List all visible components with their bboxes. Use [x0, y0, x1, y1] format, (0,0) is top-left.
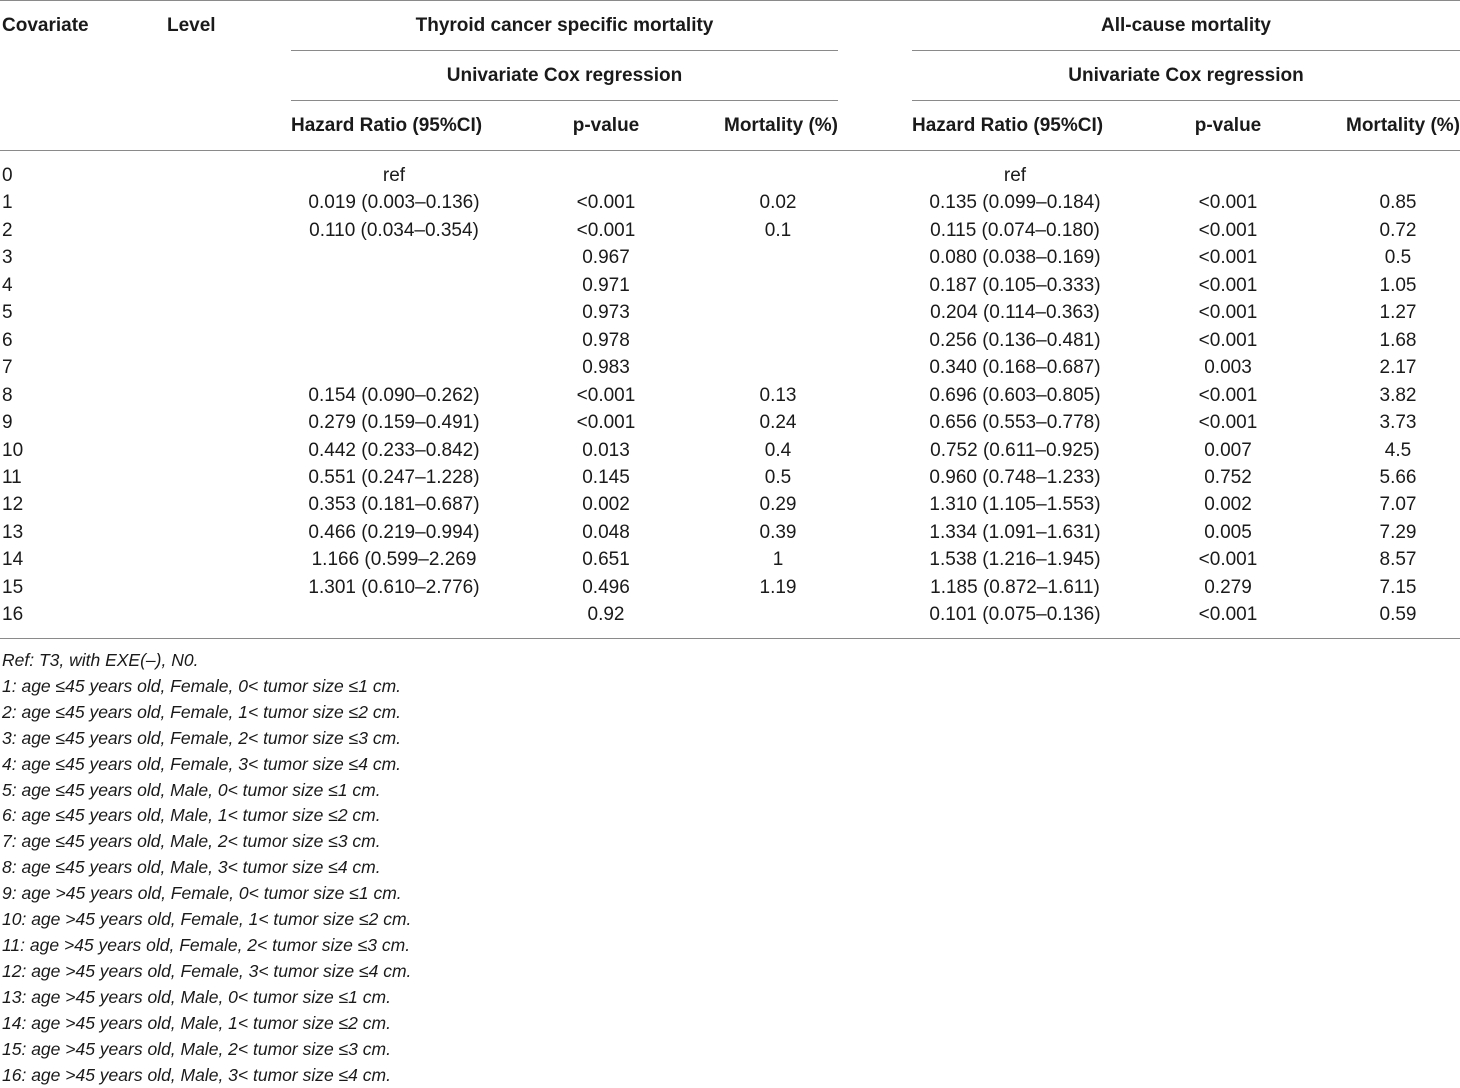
table-cell-cov: 3 [2, 247, 62, 269]
table-cell-hr2: 0.752 (0.611–0.925) [915, 440, 1115, 462]
footnote-line: 16: age >45 years old, Male, 3< tumor size ≤4 cm. [2, 1063, 411, 1088]
table-cell-p2: <0.001 [1168, 330, 1288, 352]
table-cell-p2: <0.001 [1168, 549, 1288, 571]
table-cell-hr2: ref [915, 165, 1115, 187]
table-cell-hr1: 1.301 (0.610–2.776) [294, 577, 494, 599]
col-header-mortality-1: Mortality (%) [680, 115, 838, 137]
table-cell-p1: 0.002 [546, 494, 666, 516]
table-cell-m1: 0.24 [718, 412, 838, 434]
group2-sub-rule [912, 100, 1460, 101]
table-cell-cov: 5 [2, 302, 62, 324]
table-cell-m1: 0.39 [718, 522, 838, 544]
table-cell-hr2: 1.310 (1.105–1.553) [915, 494, 1115, 516]
table-cell-p2: <0.001 [1168, 412, 1288, 434]
table-cell-p2: <0.001 [1168, 275, 1288, 297]
table-cell-p1: 0.973 [546, 302, 666, 324]
table-cell-hr1: 0.353 (0.181–0.687) [294, 494, 494, 516]
table-cell-m1: 0.1 [718, 220, 838, 242]
table-cell-m2: 7.15 [1338, 577, 1458, 599]
table-cell-hr2: 1.334 (1.091–1.631) [915, 522, 1115, 544]
table-cell-cov: 10 [2, 440, 62, 462]
table-cell-m1: 0.29 [718, 494, 838, 516]
group1-title: Thyroid cancer specific mortality [291, 15, 838, 37]
table-cell-p2: <0.001 [1168, 192, 1288, 214]
table-cell-cov: 0 [2, 165, 62, 187]
table-cell-p2: <0.001 [1168, 220, 1288, 242]
footnote-line: Ref: T3, with EXE(–), N0. [2, 648, 411, 674]
footnote-line: 1: age ≤45 years old, Female, 0< tumor size ≤1 cm. [2, 674, 411, 700]
table-cell-p1: <0.001 [546, 220, 666, 242]
table-cell-p1: 0.651 [546, 549, 666, 571]
table-cell-p1: 0.013 [546, 440, 666, 462]
table-cell-p1: 0.048 [546, 522, 666, 544]
col-header-hr-1: Hazard Ratio (95%CI) [291, 115, 482, 137]
table-cell-cov: 14 [2, 549, 62, 571]
table-cell-hr2: 0.340 (0.168–0.687) [915, 357, 1115, 379]
table-cell-m2: 1.68 [1338, 330, 1458, 352]
group2-title: All-cause mortality [912, 15, 1460, 37]
table-cell-cov: 9 [2, 412, 62, 434]
table-cell-m1: 1 [718, 549, 838, 571]
table-cell-m1: 0.5 [718, 467, 838, 489]
table-cell-cov: 7 [2, 357, 62, 379]
group1-title-rule [291, 50, 838, 51]
table-cell-hr2: 0.101 (0.075–0.136) [915, 604, 1115, 626]
table-cell-p1: 0.983 [546, 357, 666, 379]
footnote-line: 15: age >45 years old, Male, 2< tumor size ≤3 cm. [2, 1037, 411, 1063]
table-cell-m2: 7.07 [1338, 494, 1458, 516]
table-cell-hr1: 1.166 (0.599–2.269 [294, 549, 494, 571]
table-cell-m2: 1.27 [1338, 302, 1458, 324]
table-cell-p2: 0.003 [1168, 357, 1288, 379]
footnote-line: 9: age >45 years old, Female, 0< tumor size ≤1 cm. [2, 881, 411, 907]
table-cell-p1: <0.001 [546, 385, 666, 407]
header-covariate: Covariate [2, 15, 89, 37]
col-header-p-1: p-value [546, 115, 666, 137]
table-cell-cov: 4 [2, 275, 62, 297]
table-cell-hr2: 0.204 (0.114–0.363) [915, 302, 1115, 324]
table-cell-cov: 15 [2, 577, 62, 599]
table-cell-m2: 0.5 [1338, 247, 1458, 269]
table-cell-m1: 0.02 [718, 192, 838, 214]
footnote-line: 13: age >45 years old, Male, 0< tumor size ≤1 cm. [2, 985, 411, 1011]
table-cell-m2: 7.29 [1338, 522, 1458, 544]
footnote-line: 14: age >45 years old, Male, 1< tumor size ≤2 cm. [2, 1011, 411, 1037]
table-cell-hr1: 0.019 (0.003–0.136) [294, 192, 494, 214]
table-cell-p1: <0.001 [546, 412, 666, 434]
table-cell-hr2: 0.656 (0.553–0.778) [915, 412, 1115, 434]
table-cell-hr2: 0.696 (0.603–0.805) [915, 385, 1115, 407]
group1-sub-rule [291, 100, 838, 101]
footnote-line: 10: age >45 years old, Female, 1< tumor size ≤2 cm. [2, 907, 411, 933]
table-cell-cov: 16 [2, 604, 62, 626]
table-cell-hr1: 0.279 (0.159–0.491) [294, 412, 494, 434]
table-cell-p1: 0.967 [546, 247, 666, 269]
table-cell-p2: <0.001 [1168, 385, 1288, 407]
table-cell-p2: 0.005 [1168, 522, 1288, 544]
table-cell-p1: 0.978 [546, 330, 666, 352]
table-cell-hr2: 0.080 (0.038–0.169) [915, 247, 1115, 269]
footnote-line: 11: age >45 years old, Female, 2< tumor size ≤3 cm. [2, 933, 411, 959]
table-cell-p2: 0.002 [1168, 494, 1288, 516]
table-cell-hr2: 0.256 (0.136–0.481) [915, 330, 1115, 352]
header-bottom-rule [0, 150, 1460, 151]
group1-subtitle: Univariate Cox regression [291, 65, 838, 87]
table-cell-m2: 8.57 [1338, 549, 1458, 571]
col-header-p-2: p-value [1168, 115, 1288, 137]
table-cell-m2: 1.05 [1338, 275, 1458, 297]
col-header-mortality-2: Mortality (%) [1300, 115, 1460, 137]
table-cell-hr2: 0.187 (0.105–0.333) [915, 275, 1115, 297]
footnote-line: 5: age ≤45 years old, Male, 0< tumor size ≤1 cm. [2, 778, 411, 804]
table-cell-m1: 0.13 [718, 385, 838, 407]
table-cell-p2: 0.752 [1168, 467, 1288, 489]
table-cell-m2: 0.59 [1338, 604, 1458, 626]
table-cell-m2: 5.66 [1338, 467, 1458, 489]
footnote-line: 3: age ≤45 years old, Female, 2< tumor size ≤3 cm. [2, 726, 411, 752]
table-cell-hr1: 0.551 (0.247–1.228) [294, 467, 494, 489]
table-cell-m2: 2.17 [1338, 357, 1458, 379]
footnote-line: 7: age ≤45 years old, Male, 2< tumor size ≤3 cm. [2, 829, 411, 855]
footnote-line: 6: age ≤45 years old, Male, 1< tumor size ≤2 cm. [2, 803, 411, 829]
table-cell-m2: 0.72 [1338, 220, 1458, 242]
footnote-line: 2: age ≤45 years old, Female, 1< tumor size ≤2 cm. [2, 700, 411, 726]
table-cell-p2: 0.279 [1168, 577, 1288, 599]
table-cell-cov: 6 [2, 330, 62, 352]
table-cell-hr2: 0.135 (0.099–0.184) [915, 192, 1115, 214]
table-cell-cov: 2 [2, 220, 62, 242]
group2-title-rule [912, 50, 1460, 51]
table-cell-hr1: ref [294, 165, 494, 187]
table-cell-p1: 0.92 [546, 604, 666, 626]
table-cell-p2: <0.001 [1168, 247, 1288, 269]
table-cell-cov: 11 [2, 467, 62, 489]
table-cell-p2: <0.001 [1168, 302, 1288, 324]
table-cell-m2: 3.82 [1338, 385, 1458, 407]
top-rule [0, 0, 1460, 1]
table-cell-cov: 1 [2, 192, 62, 214]
table-cell-m2: 3.73 [1338, 412, 1458, 434]
footnote-line: 12: age >45 years old, Female, 3< tumor size ≤4 cm. [2, 959, 411, 985]
table-cell-hr1: 0.466 (0.219–0.994) [294, 522, 494, 544]
table-cell-cov: 8 [2, 385, 62, 407]
table-cell-hr2: 1.185 (0.872–1.611) [915, 577, 1115, 599]
col-header-hr-2: Hazard Ratio (95%CI) [912, 115, 1103, 137]
table-cell-hr2: 0.960 (0.748–1.233) [915, 467, 1115, 489]
header-level: Level [167, 15, 216, 37]
table-cell-cov: 12 [2, 494, 62, 516]
table-cell-m2: 0.85 [1338, 192, 1458, 214]
table-cell-hr1: 0.154 (0.090–0.262) [294, 385, 494, 407]
footnote-line: 8: age ≤45 years old, Male, 3< tumor size ≤4 cm. [2, 855, 411, 881]
table-cell-m1: 1.19 [718, 577, 838, 599]
table-footnotes [2, 648, 411, 1088]
table-cell-hr2: 0.115 (0.074–0.180) [915, 220, 1115, 242]
table-cell-hr2: 1.538 (1.216–1.945) [915, 549, 1115, 571]
group2-subtitle: Univariate Cox regression [912, 65, 1460, 87]
body-bottom-rule [0, 638, 1460, 639]
table-cell-p1: 0.496 [546, 577, 666, 599]
table-cell-m1: 0.4 [718, 440, 838, 462]
table-cell-p1: 0.971 [546, 275, 666, 297]
footnote-line: 4: age ≤45 years old, Female, 3< tumor size ≤4 cm. [2, 752, 411, 778]
table-cell-hr1: 0.110 (0.034–0.354) [294, 220, 494, 242]
table-cell-hr1: 0.442 (0.233–0.842) [294, 440, 494, 462]
table-cell-p2: 0.007 [1168, 440, 1288, 462]
table-cell-p1: 0.145 [546, 467, 666, 489]
table-cell-m2: 4.5 [1338, 440, 1458, 462]
table-cell-p1: <0.001 [546, 192, 666, 214]
table-cell-p2: <0.001 [1168, 604, 1288, 626]
table-cell-cov: 13 [2, 522, 62, 544]
